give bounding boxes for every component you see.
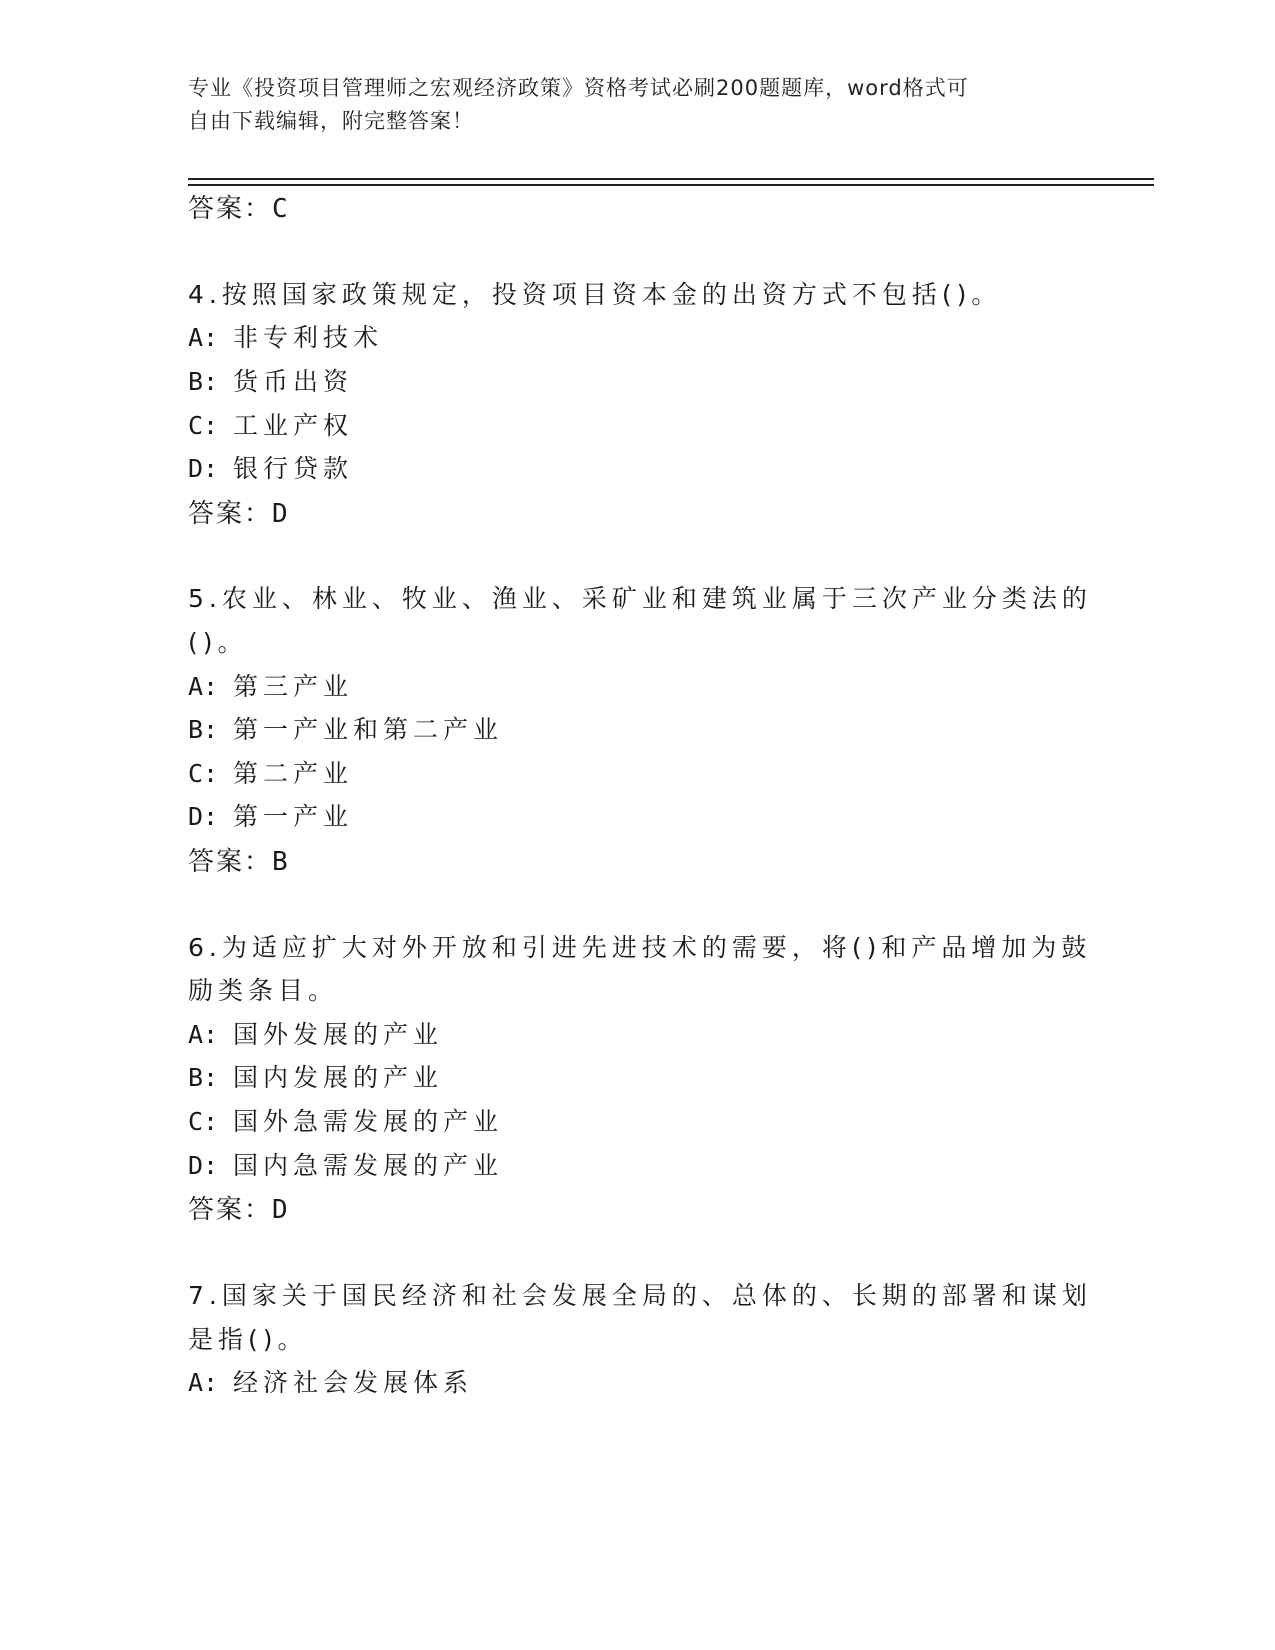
option-key: A:	[188, 323, 219, 352]
option-text: 银行贷款	[233, 454, 354, 483]
option-text: 国内发展的产业	[233, 1063, 444, 1092]
option-key: C:	[188, 411, 219, 440]
option-key: C:	[188, 759, 219, 788]
option-a	[188, 1363, 473, 1399]
header-line-1: 专业《投资项目管理师之宏观经济政策》资格考试必刷200题题库，word格式可	[188, 76, 969, 100]
option-text: 第一产业	[233, 802, 354, 831]
answer-value: D	[272, 499, 288, 529]
option-text: 非专利技术	[233, 323, 384, 352]
question-stem: 7.国家关于国民经济和社会发展全局的、总体的、长期的部署和谋划	[188, 1281, 1092, 1310]
option-key: B:	[188, 367, 219, 396]
answer-line	[188, 493, 288, 530]
option-a	[188, 318, 383, 354]
option-d	[188, 449, 353, 485]
option-b	[188, 710, 503, 746]
option-key: B:	[188, 715, 219, 744]
document-header	[188, 72, 1068, 138]
option-text: 工业产权	[233, 411, 354, 440]
option-key: D:	[188, 1151, 219, 1180]
option-key: A:	[188, 1020, 219, 1049]
option-key: A:	[188, 1368, 219, 1397]
option-d	[188, 797, 353, 833]
header-divider-bottom	[188, 184, 1154, 186]
question-stem-cont: 是指()。	[188, 1325, 308, 1354]
option-text: 经济社会发展体系	[233, 1368, 474, 1397]
option-key: A:	[188, 672, 219, 701]
option-c	[188, 406, 353, 442]
question-stem-cont: ()。	[188, 628, 248, 657]
option-c	[188, 754, 353, 790]
answer-value: B	[272, 847, 288, 877]
header-line-2: 自由下载编辑，附完整答案！	[188, 109, 474, 133]
answer-label: 答案：	[188, 847, 273, 877]
option-d	[188, 1146, 503, 1182]
answer-label: 答案：	[188, 194, 273, 224]
question-stem-cont: 励类条目。	[188, 976, 339, 1005]
answer-value: C	[272, 194, 288, 224]
option-a	[188, 667, 353, 703]
question-stem: 6.为适应扩大对外开放和引进先进技术的需要，将()和产品增加为鼓	[188, 933, 1092, 962]
header-divider-top	[188, 178, 1154, 180]
option-text: 货币出资	[233, 367, 354, 396]
option-text: 国内急需发展的产业	[233, 1151, 504, 1180]
question-stem: 5.农业、林业、牧业、渔业、采矿业和建筑业属于三次产业分类法的	[188, 584, 1092, 613]
option-key: C:	[188, 1107, 219, 1136]
option-text: 第一产业和第二产业	[233, 715, 504, 744]
answer-label: 答案：	[188, 1195, 273, 1225]
answer-line	[188, 841, 288, 878]
answer-line	[188, 188, 288, 225]
option-b	[188, 362, 353, 398]
option-text: 第三产业	[233, 672, 354, 701]
option-text: 国外发展的产业	[233, 1020, 444, 1049]
option-text: 国外急需发展的产业	[233, 1107, 504, 1136]
option-key: D:	[188, 802, 219, 831]
answer-line	[188, 1189, 288, 1226]
option-c	[188, 1102, 503, 1138]
option-text: 第二产业	[233, 759, 354, 788]
option-key: D:	[188, 454, 219, 483]
answer-label: 答案：	[188, 499, 273, 529]
question-stem: 4.按照国家政策规定，投资项目资本金的出资方式不包括()。	[188, 280, 1002, 309]
option-a	[188, 1015, 443, 1051]
answer-value: D	[272, 1195, 288, 1225]
option-b	[188, 1058, 443, 1094]
option-key: B:	[188, 1063, 219, 1092]
